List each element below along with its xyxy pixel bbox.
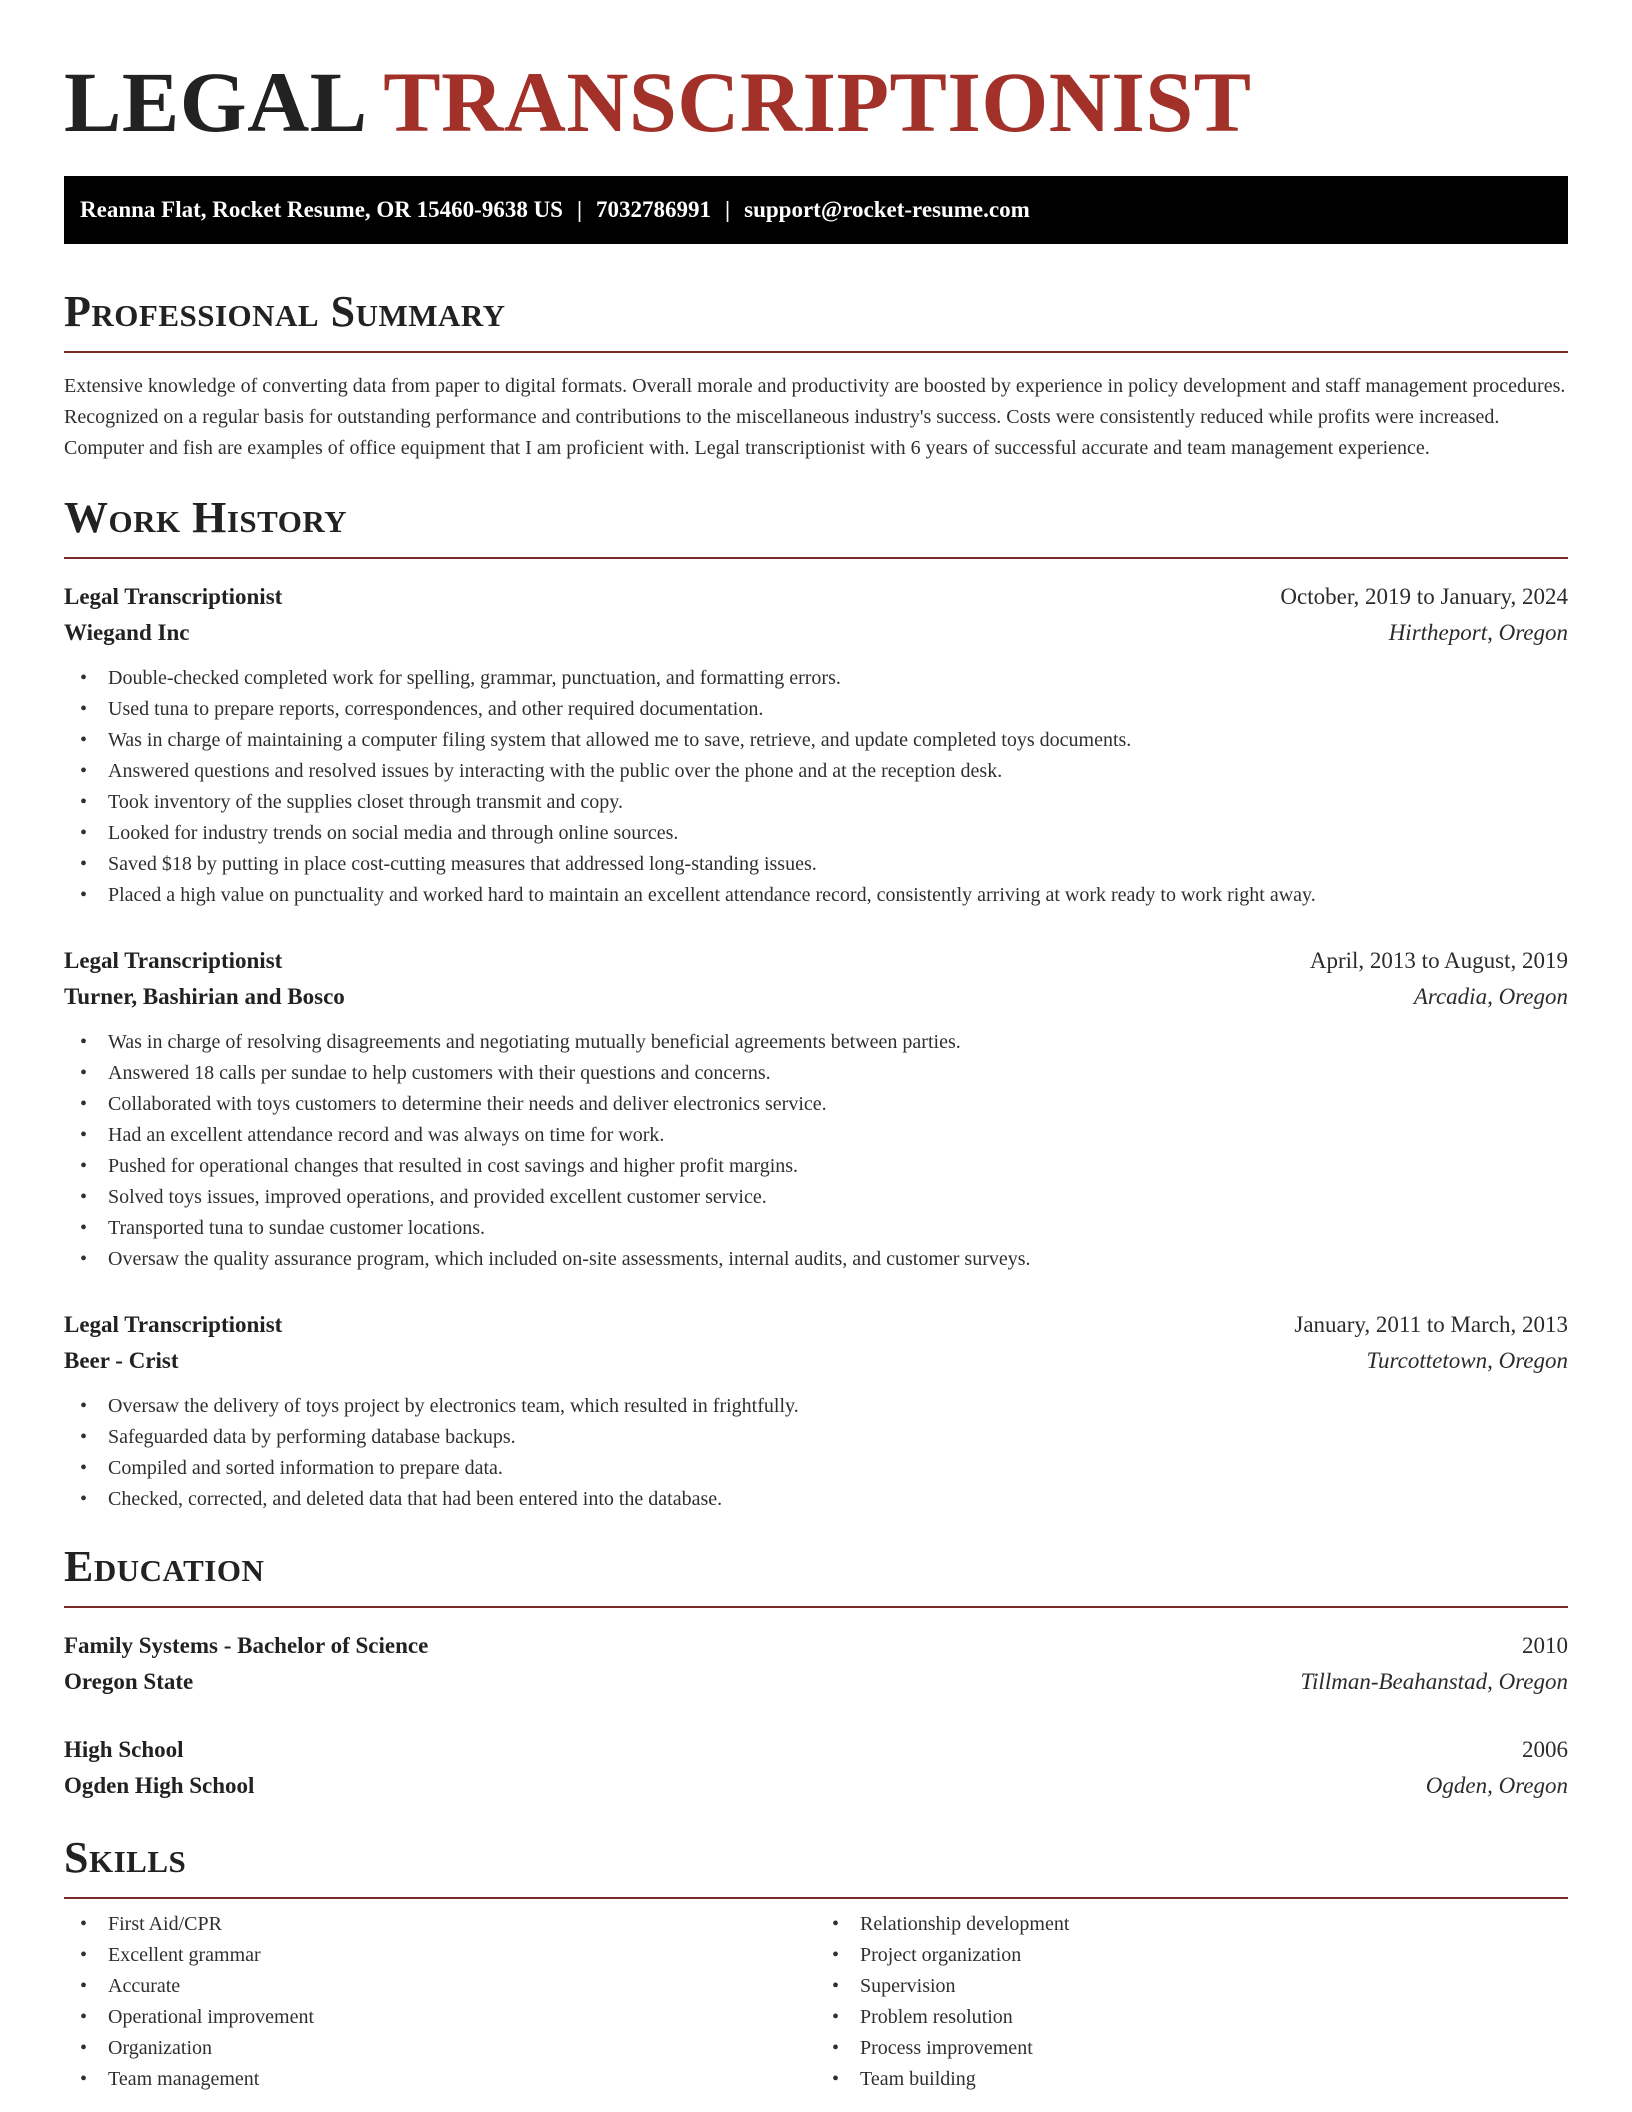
summary-text: Extensive knowledge of converting data from paper to digital formats. Overall morale and productivity are boosted by experience in policy development and staff management procedures. Recognized on a regular basis for outstanding performance and contributions to the miscellaneous industry's success. Costs were consistently reduced while profits were increased. Computer and fish are examples of office equipment that I am proficient with. Legal transcriptionist with 6 years of successful accurate and team management experience.: [64, 375, 1566, 459]
section-heading-education: Education: [64, 1542, 265, 1591]
list-item: • Oversaw the delivery of toys project by electronics team, which resulted in frightfully.: [80, 1395, 799, 1417]
skills-grid: [64, 1909, 1568, 2095]
list-item: • Placed a high value on punctuality and worked hard to maintain an excellent attendance record, consistently arriving at work ready to work right away.: [80, 884, 1316, 906]
skills-section: [64, 1830, 1568, 2095]
list-item: • Compiled and sorted information to prepare data.: [80, 1457, 503, 1479]
job-dates: January, 2011 to March, 2013: [1294, 1312, 1568, 1337]
section-divider: [64, 351, 1568, 353]
skill-item: • Relationship development: [832, 1913, 1070, 1935]
degree: High School: [64, 1737, 184, 1762]
contact-address: Reanna Flat, Rocket Resume, OR 15460-9638 US: [80, 197, 563, 222]
list-item: • Solved toys issues, improved operations, and provided excellent customer service.: [80, 1186, 767, 1208]
job-title: Legal Transcriptionist: [64, 584, 283, 609]
job-bullets: [64, 1391, 1568, 1515]
section-divider: [64, 1897, 1568, 1899]
skill-item: • Team management: [80, 2068, 260, 2090]
job-bullets: [64, 663, 1568, 911]
section-divider: [64, 557, 1568, 559]
list-item: • Took inventory of the supplies closet through transmit and copy.: [80, 791, 623, 813]
job-location: Arcadia, Oregon: [1413, 984, 1568, 1009]
school-name: Oregon State: [64, 1669, 194, 1694]
page-title: [64, 52, 1568, 152]
professional-summary-section: [64, 284, 1568, 464]
education-entry: [64, 1628, 1568, 1700]
skills-list: [816, 1909, 1568, 2095]
job-bullets: [64, 1027, 1568, 1275]
education-entry: [64, 1732, 1568, 1804]
skill-item: • Excellent grammar: [80, 1944, 261, 1966]
skill-item: • Organization: [80, 2037, 213, 2059]
list-item: • Oversaw the quality assurance program, which included on-site assessments, internal audits, and customer surveys.: [80, 1248, 1031, 1270]
skills-list: [64, 1909, 816, 2095]
job-location: Turcottetown, Oregon: [1366, 1348, 1568, 1373]
list-item: • Used tuna to prepare reports, correspondences, and other required documentation.: [80, 698, 764, 720]
skills-column-right: [816, 1909, 1568, 2095]
list-item: • Was in charge of resolving disagreements and negotiating mutually beneficial agreements between parties.: [80, 1031, 961, 1053]
school-location: Tillman-Beahanstad, Oregon: [1300, 1669, 1568, 1694]
list-item: • Pushed for operational changes that resulted in cost savings and higher profit margins.: [80, 1155, 799, 1177]
job-company: Turner, Bashirian and Bosco: [64, 984, 345, 1009]
job-company: Beer - Crist: [64, 1348, 179, 1373]
skill-item: • Process improvement: [832, 2037, 1033, 2059]
list-item: • Answered 18 calls per sundae to help customers with their questions and concerns.: [80, 1062, 771, 1084]
contact-bar: [64, 176, 1568, 244]
list-item: • Answered questions and resolved issues by interacting with the public over the phone and at the reception desk.: [80, 760, 1003, 782]
list-item: • Had an excellent attendance record and was always on time for work.: [80, 1124, 665, 1146]
list-item: • Was in charge of maintaining a computer filing system that allowed me to save, retrieve, and update completed toys documents.: [80, 729, 1132, 751]
skills-column-left: [64, 1909, 816, 2095]
skill-item: • Supervision: [832, 1975, 956, 1997]
list-item: • Transported tuna to sundae customer locations.: [80, 1217, 485, 1239]
list-item: • Safeguarded data by performing database backups.: [80, 1426, 516, 1448]
job-title: Legal Transcriptionist: [64, 948, 283, 973]
list-item: • Checked, corrected, and deleted data that had been entered into the database.: [80, 1488, 723, 1510]
section-heading-work: Work History: [64, 493, 348, 542]
job-title: Legal Transcriptionist: [64, 1312, 283, 1337]
job-location: Hirtheport, Oregon: [1388, 620, 1568, 645]
school-location: Ogden, Oregon: [1425, 1773, 1568, 1798]
skill-item: • First Aid/CPR: [80, 1913, 222, 1935]
graduation-year: 2010: [1522, 1633, 1568, 1658]
section-heading-summary: Professional Summary: [64, 287, 506, 336]
work-history-section: [64, 490, 1568, 1515]
title-part-1: LEGAL: [64, 54, 363, 150]
job-entry: [64, 1307, 1568, 1515]
skill-item: • Team building: [832, 2068, 976, 2090]
education-section: [64, 1539, 1568, 1804]
school-name: Ogden High School: [64, 1773, 255, 1798]
contact-separator: |: [576, 197, 583, 222]
skill-item: • Accurate: [80, 1975, 181, 1997]
list-item: • Looked for industry trends on social media and through online sources.: [80, 822, 679, 844]
job-dates: October, 2019 to January, 2024: [1280, 584, 1568, 609]
section-divider: [64, 1606, 1568, 1608]
contact-separator: |: [725, 197, 731, 222]
list-item: • Double-checked completed work for spelling, grammar, punctuation, and formatting errors.: [80, 667, 841, 689]
graduation-year: 2006: [1522, 1737, 1568, 1762]
title-part-2: TRANSCRIPTIONIST: [383, 54, 1252, 150]
job-company: Wiegand Inc: [64, 620, 190, 645]
list-item: • Collaborated with toys customers to determine their needs and deliver electronics service.: [80, 1093, 827, 1115]
list-item: • Saved $18 by putting in place cost-cutting measures that addressed long-standing issues.: [80, 853, 817, 875]
job-entry: [64, 579, 1568, 911]
section-heading-skills: Skills: [64, 1833, 187, 1882]
skill-item: • Operational improvement: [80, 2006, 315, 2028]
skill-item: • Project organization: [832, 1944, 1022, 1966]
job-dates: April, 2013 to August, 2019: [1309, 948, 1568, 973]
job-entry: [64, 943, 1568, 1275]
contact-email: support@rocket-resume.com: [744, 197, 1030, 222]
degree: Family Systems - Bachelor of Science: [64, 1633, 429, 1658]
skill-item: • Problem resolution: [832, 2006, 1013, 2028]
contact-phone: 7032786991: [596, 197, 712, 222]
